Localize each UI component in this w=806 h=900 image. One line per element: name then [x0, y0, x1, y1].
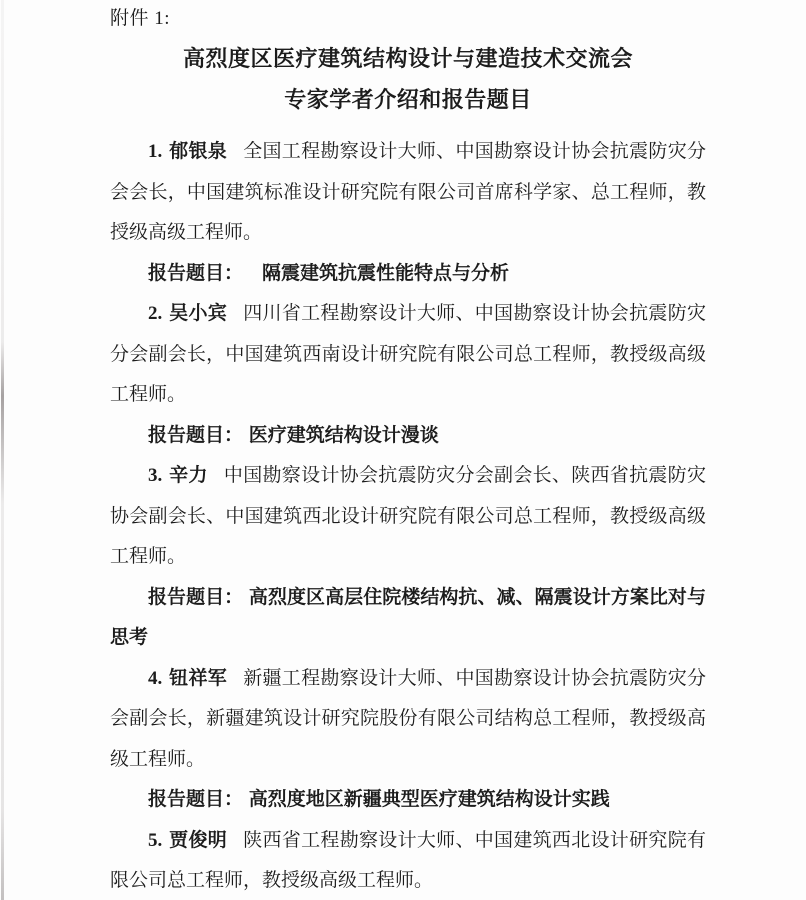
speaker-name: 钮祥军	[168, 667, 228, 689]
speaker-entry-1	[110, 132, 706, 254]
speaker-bio: 四川省工程勘察设计大师、中国勘察设计协会抗震防灾分会副会长，中国建筑西南设计研究院有限公司总工程师，教授级高级工程师。	[110, 303, 706, 405]
speaker-number: 3.	[148, 465, 163, 486]
report-topic-2	[110, 416, 706, 457]
speaker-number: 2.	[148, 303, 163, 324]
report-topic-4	[110, 780, 706, 821]
document-title-line1: 高烈度区医疗建筑结构设计与建造技术交流会	[182, 46, 633, 71]
speaker-entry-2	[110, 294, 706, 416]
speaker-bio: 陕西省工程勘察设计大师、中国建筑西北设计研究院有限公司总工程师，教授级高级工程师。	[110, 829, 706, 891]
attachment-label: 附件 1:	[110, 8, 171, 29]
report-label: 报告题目：	[148, 424, 244, 446]
speaker-name: 辛力	[168, 465, 208, 486]
speaker-number: 1.	[148, 141, 163, 162]
speaker-number: 4.	[148, 667, 163, 689]
speaker-name: 郁银泉	[168, 141, 228, 162]
speaker-bio: 新疆工程勘察设计大师、中国勘察设计协会抗震防灾分会副会长，新疆建筑设计研究院股份有限公司结构总工程师，教授级高级工程师。	[110, 667, 706, 770]
report-label: 报告题目：	[148, 262, 244, 284]
report-title: 医疗建筑结构设计漫谈	[248, 424, 439, 446]
speaker-name: 吴小宾	[168, 303, 228, 324]
report-title: 高烈度地区新疆典型医疗建筑结构设计实践	[248, 789, 610, 810]
speaker-bio: 中国勘察设计协会抗震防灾分会副会长、陕西省抗震防灾协会副会长、中国建筑西北设计研究院有限公司总工程师，教授级高级工程师。	[110, 465, 706, 567]
document-title-line2: 专家学者介绍和报告题目	[284, 87, 532, 112]
report-topic-1	[110, 254, 706, 295]
document-content	[110, 0, 706, 900]
report-title: 高烈度区高层住院楼结构抗、减、隔震设计方案比对与思考	[110, 586, 706, 648]
speaker-name: 贾俊明	[168, 829, 228, 851]
report-title: 隔震建筑抗震性能特点与分析	[262, 262, 510, 284]
speaker-entry-5	[110, 821, 706, 900]
speaker-number: 5.	[148, 829, 163, 851]
scan-edge-artifact	[1, 0, 4, 900]
report-topic-3	[110, 578, 706, 659]
speaker-list	[110, 132, 706, 900]
report-label: 报告题目：	[148, 789, 244, 810]
speaker-bio: 全国工程勘察设计大师、中国勘察设计协会抗震防灾分会会长，中国建筑标准设计研究院有限公司首席科学家、总工程师，教授级高级工程师。	[110, 141, 706, 243]
report-label: 报告题目：	[148, 586, 244, 608]
speaker-entry-4	[110, 659, 706, 781]
speaker-entry-3	[110, 456, 706, 578]
